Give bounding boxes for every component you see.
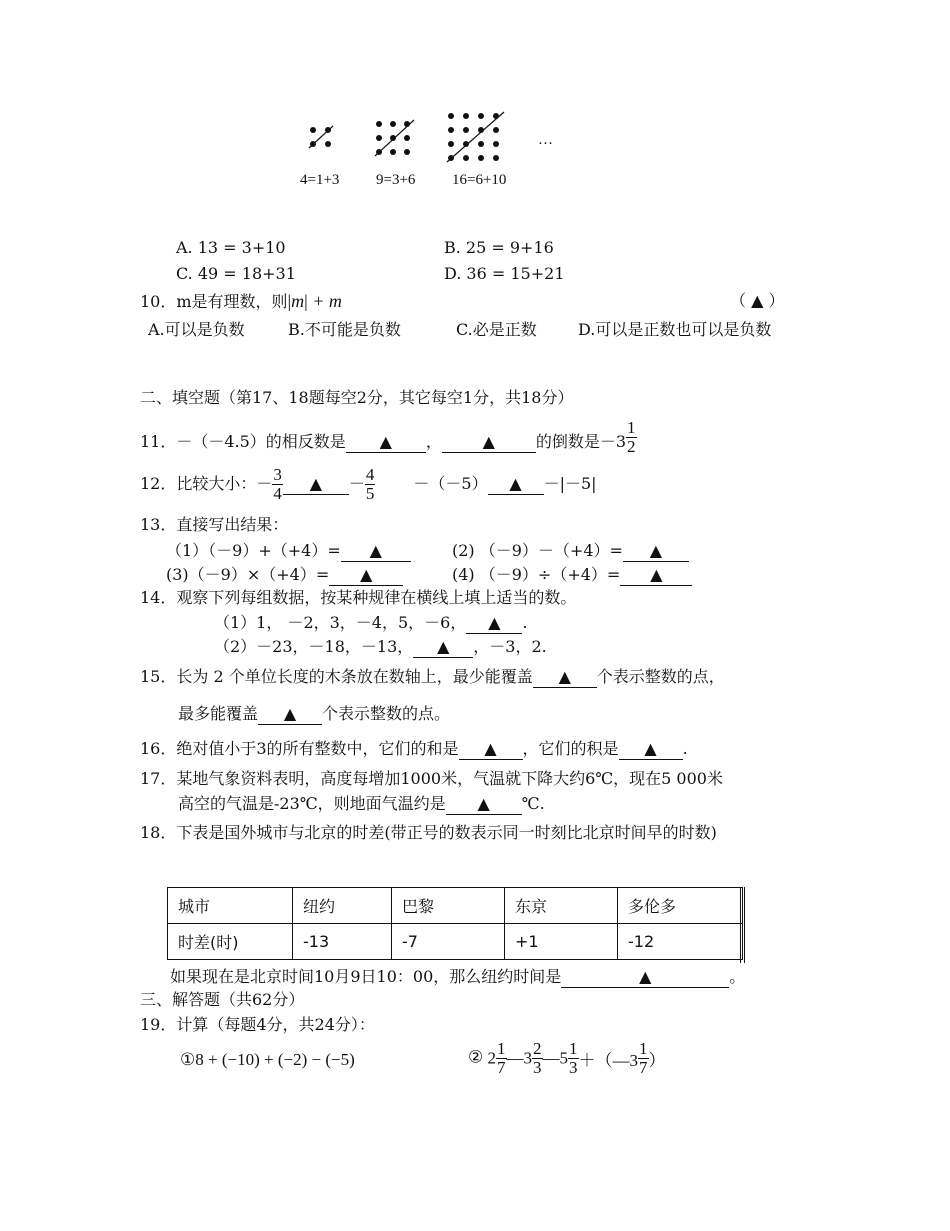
q9-option-d: D. 36 = 15+21	[444, 264, 565, 283]
q19-title: 19．计算（每题4分，共24分）：	[140, 1015, 375, 1034]
q13-item-3	[166, 565, 403, 586]
q19-e2-frac-1	[496, 1040, 507, 1077]
figure-caption-1: 4=1+3	[300, 172, 340, 188]
q16-text-2: ，它们的积是	[522, 739, 619, 758]
table-cell: 时差(时)	[168, 924, 293, 960]
q10-option-a: A.可以是负数	[148, 320, 245, 339]
q16-blank-2: ▲	[619, 739, 683, 760]
q15-blank-1: ▲	[533, 667, 597, 688]
q13-blank-4: ▲	[620, 565, 692, 586]
q17-l2-end: ℃.	[521, 794, 545, 813]
q13-item-2	[452, 541, 689, 562]
q13-item-1	[166, 541, 411, 562]
q11-frac-num: 1	[627, 418, 636, 437]
q12-f2-den: 5	[365, 484, 375, 503]
time-difference-table	[167, 887, 743, 960]
q16	[140, 739, 688, 760]
q19-e2-frac-4	[638, 1040, 649, 1077]
q15-l2-end: 个表示整数的点。	[322, 704, 451, 723]
q12-blank-1: ▲	[283, 474, 349, 495]
q15-line-1	[140, 667, 725, 688]
q12-minus: －	[348, 474, 365, 493]
q15-l2-text: 最多能覆盖	[178, 704, 259, 723]
table-row	[168, 888, 743, 924]
q17-l2-text: 高空的气温是-23℃，则地面气温约是	[178, 794, 446, 813]
q12	[140, 466, 597, 503]
q14-seq-2	[214, 637, 547, 658]
q14-title: 14．观察下列每组数据，按某种规律在横线上填上适当的数。	[140, 588, 577, 607]
table-row	[168, 924, 743, 960]
q19-e2-f1-num: 1	[497, 1039, 506, 1058]
q15-line-2	[178, 704, 450, 725]
table-cell: -12	[618, 924, 743, 960]
table-header-cell: 巴黎	[392, 888, 505, 924]
q14-seq-2-end: ，－3，2.	[473, 637, 547, 656]
q18-followup-end: 。	[729, 967, 746, 986]
q15-blank-2: ▲	[258, 704, 322, 725]
q14-blank-2: ▲	[413, 637, 473, 658]
q11-text-2: ，	[425, 432, 442, 451]
q18-blank: ▲	[561, 967, 729, 988]
q14-seq-2-text: （2）－23，－18，－13，	[214, 637, 414, 656]
q14-seq-1-end: .	[522, 613, 528, 632]
q17-blank: ▲	[446, 794, 522, 815]
q10-stem	[140, 291, 342, 312]
table-header-cell: 多伦多	[618, 888, 743, 924]
q9-option-c: C. 49 = 18+31	[176, 264, 296, 283]
q14-seq-1-text: （1）1， －2，3，－4，5，－6，	[214, 613, 467, 632]
q12-f1-den: 4	[273, 484, 282, 503]
figure-ellipsis: …	[538, 132, 553, 148]
q17-line-1: 17．某地气象资料表明，高度每增加1000米，气温就下降大约6℃，现在5 000米	[140, 769, 723, 788]
q19-e2-f1-den: 7	[497, 1058, 506, 1077]
q11	[140, 418, 637, 456]
q10-option-d: D.可以是正数也可以是负数	[578, 320, 772, 339]
q14-blank-1: ▲	[466, 613, 522, 634]
q18-followup	[170, 967, 745, 988]
q19-e2-close: ）	[648, 1051, 666, 1070]
figure-caption-2: 9=3+6	[376, 172, 416, 188]
q13-item-4	[452, 565, 692, 586]
q13-item-4-text: (4) （－9）÷（+4）=	[452, 565, 621, 584]
q19-e2-int-2: —3	[506, 1048, 532, 1068]
dot-pattern-figure-2	[372, 118, 420, 160]
q10-plus-m: + m	[312, 291, 342, 311]
q11-text-1: 11．－（－4.5）的相反数是	[140, 432, 346, 451]
q10-abs-expression: |m| + m	[287, 291, 342, 311]
q19-e2-f3-den: 3	[569, 1058, 578, 1077]
q12-text-3: －|－5|	[543, 474, 597, 493]
q13-title: 13．直接写出结果：	[140, 515, 289, 534]
q11-blank-2: ▲	[442, 432, 536, 453]
q19-e2-f2-den: 3	[533, 1058, 542, 1077]
q16-text-3: .	[682, 739, 688, 758]
section-2-heading: 二、填空题（第17、18题每空2分，其它每空1分，共18分）	[140, 388, 574, 407]
q10-option-b: B.不可能是负数	[288, 320, 401, 339]
table-header-cell: 东京	[505, 888, 618, 924]
q10-stem-text: 10．m是有理数，则	[140, 292, 288, 311]
q12-f1-num: 3	[273, 465, 282, 484]
q12-fraction-1	[272, 466, 283, 503]
q19-e2-frac-3	[568, 1040, 579, 1077]
q11-blank-1: ▲	[346, 432, 426, 453]
q14-seq-1	[214, 613, 527, 634]
q19-e2-f3-num: 1	[569, 1039, 578, 1058]
q10-m: m	[291, 291, 305, 311]
q13-blank-3: ▲	[329, 565, 403, 586]
q16-text-1: 16．绝对值小于3的所有整数中，它们的和是	[140, 739, 459, 758]
q13-item-1-text: （1）（－9）+（+4）=	[166, 541, 341, 560]
q9-option-a: A. 13 = 3+10	[176, 238, 286, 257]
q19-e2-int-1: 2	[487, 1048, 496, 1068]
q19-e2-f2-num: 2	[533, 1039, 542, 1058]
q19-expression-1: ①8 + (−10) + (−2) − (−5)	[180, 1050, 355, 1069]
q12-fraction-2	[365, 466, 376, 503]
q13-blank-1: ▲	[341, 541, 411, 562]
q13-item-3-text: (3)（－9）×（+4）=	[166, 565, 330, 584]
q19-e2-mark: ②	[468, 1047, 484, 1067]
dot-pattern-figure-1	[305, 122, 341, 154]
q16-blank-1: ▲	[459, 739, 523, 760]
q11-frac-den: 2	[627, 437, 636, 456]
figure-caption-3: 16=6+10	[452, 172, 507, 188]
q19-e2-f4-num: 1	[639, 1039, 648, 1058]
table-header-cell: 城市	[168, 888, 293, 924]
q19-e2-int-3: —5	[542, 1048, 568, 1068]
q18-title: 18．下表是国外城市与北京的时差(带正号的数表示同一时刻比北京时间早的时数)	[140, 823, 717, 842]
table-header-cell: 纽约	[293, 888, 392, 924]
q15-l1-end: 个表示整数的点，	[596, 667, 725, 686]
q12-text-2: －（－5）	[413, 474, 488, 493]
q19-expression-2	[468, 1040, 666, 1077]
q19-e2-int-4: ＋（—3	[578, 1051, 638, 1070]
q12-blank-2: ▲	[488, 474, 544, 495]
q10-answer-bracket: （ ▲ ）	[730, 291, 785, 310]
q12-f2-num: 4	[365, 465, 375, 484]
q19-e2-f4-den: 7	[639, 1058, 648, 1077]
q13-item-2-text: (2) （－9）－（+4）=	[452, 541, 623, 560]
q13-blank-2: ▲	[623, 541, 689, 562]
q11-text-3: 的倒数是－3	[535, 432, 627, 451]
q15-l1-text: 15．长为 2 个单位长度的木条放在数轴上，最少能覆盖	[140, 667, 533, 686]
q11-fraction	[626, 419, 637, 456]
table-cell: -7	[392, 924, 505, 960]
q19-e2-frac-2	[532, 1040, 543, 1077]
q17-line-2	[178, 794, 545, 815]
q18-followup-text: 如果现在是北京时间10月9日10：00，那么纽约时间是	[170, 967, 562, 986]
q12-label: 12．比较大小：－	[140, 474, 273, 493]
table-double-border	[740, 887, 745, 963]
q9-option-b: B. 25 = 9+16	[444, 238, 554, 257]
table-cell: +1	[505, 924, 618, 960]
table-cell: -13	[293, 924, 392, 960]
dot-pattern-figure-3	[444, 110, 510, 166]
section-3-heading: 三、解答题（共62分）	[140, 990, 305, 1009]
q10-option-c: C.必是正数	[456, 320, 537, 339]
